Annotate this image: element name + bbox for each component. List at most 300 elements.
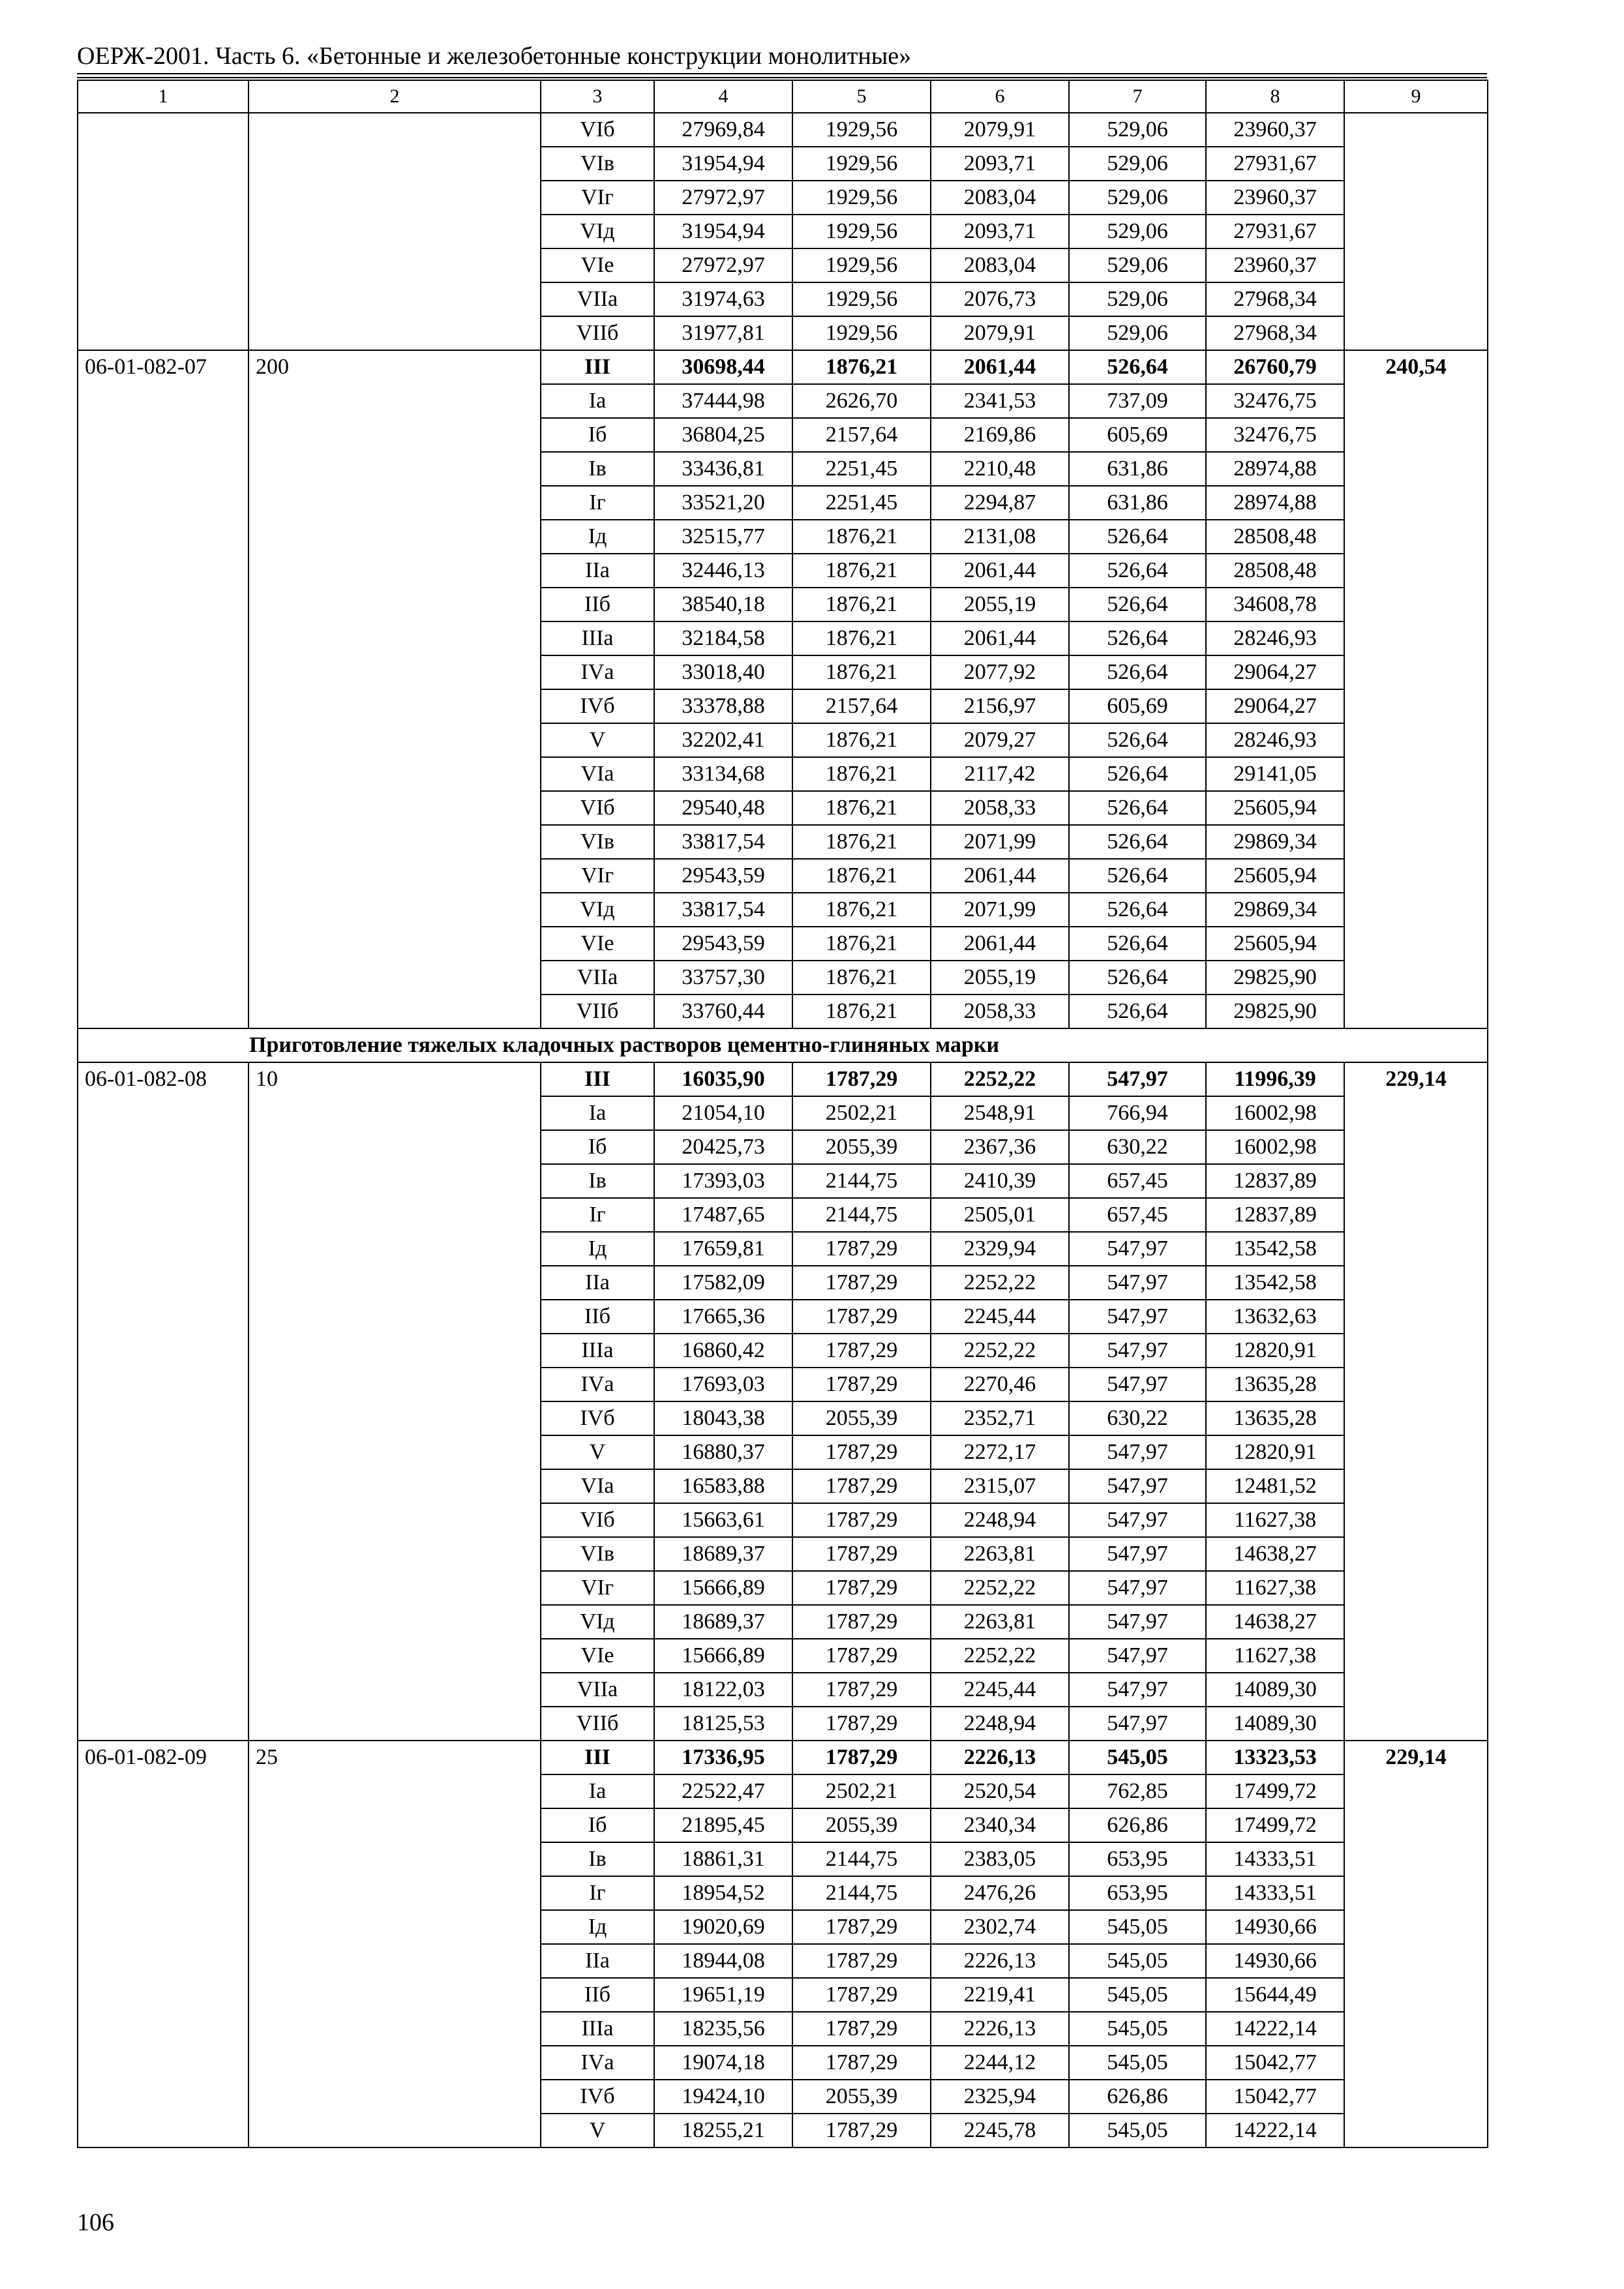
labor-cost-cell: 1876,21 (792, 961, 931, 995)
material-cost-cell: 23960,37 (1206, 181, 1344, 215)
machine-cost-cell: 2383,05 (931, 1842, 1069, 1876)
material-cost-cell: 11996,39 (1206, 1062, 1344, 1096)
machine-labor-cell: 526,64 (1069, 757, 1206, 791)
direct-cost-cell: 17582,09 (654, 1266, 792, 1300)
column-number: 2 (248, 80, 541, 113)
direct-cost-cell: 16035,90 (654, 1062, 792, 1096)
zone-cell: V (541, 723, 654, 757)
machine-labor-cell: 526,64 (1069, 995, 1206, 1028)
labor-cost-cell: 1876,21 (792, 859, 931, 893)
machine-labor-cell: 545,05 (1069, 1910, 1206, 1944)
material-cost-cell: 12837,89 (1206, 1164, 1344, 1198)
material-cost-cell: 25605,94 (1206, 859, 1344, 893)
material-cost-cell: 15644,49 (1206, 1978, 1344, 2012)
machine-cost-cell: 2083,04 (931, 248, 1069, 282)
labor-cost-cell: 2055,39 (792, 1808, 931, 1842)
machine-labor-cell: 605,69 (1069, 418, 1206, 452)
table-row (78, 350, 1488, 384)
zone-cell: VIIа (541, 1673, 654, 1707)
machine-labor-cell: 605,69 (1069, 689, 1206, 723)
direct-cost-cell: 31954,94 (654, 147, 792, 181)
zone-cell: IVа (541, 1368, 654, 1401)
machine-labor-cell: 631,86 (1069, 486, 1206, 520)
labor-cost-cell: 1876,21 (792, 655, 931, 689)
machine-cost-cell: 2252,22 (931, 1266, 1069, 1300)
machine-cost-cell: 2272,17 (931, 1435, 1069, 1469)
direct-cost-cell: 18689,37 (654, 1537, 792, 1571)
material-cost-cell: 29869,34 (1206, 825, 1344, 859)
machine-cost-cell: 2245,44 (931, 1673, 1069, 1707)
material-cost-cell: 28508,48 (1206, 554, 1344, 588)
direct-cost-cell: 32202,41 (654, 723, 792, 757)
labor-cost-cell: 1876,21 (792, 927, 931, 961)
zone-cell: VIг (541, 859, 654, 893)
machine-labor-cell: 529,06 (1069, 316, 1206, 350)
labor-cost-cell: 1929,56 (792, 215, 931, 248)
zone-cell: IVа (541, 2046, 654, 2080)
material-cost-cell: 28246,93 (1206, 723, 1344, 757)
labor-cost-cell: 1929,56 (792, 147, 931, 181)
machine-cost-cell: 2083,04 (931, 181, 1069, 215)
labor-cost-cell: 1929,56 (792, 316, 931, 350)
zone-cell: Iг (541, 486, 654, 520)
machine-labor-cell: 547,97 (1069, 1435, 1206, 1469)
direct-cost-cell: 32446,13 (654, 554, 792, 588)
section-title: Приготовление тяжелых кладочных растворов цементно-глиняных марки (78, 1028, 1488, 1062)
machine-labor-cell: 547,97 (1069, 1300, 1206, 1334)
zone-cell: IIа (541, 1266, 654, 1300)
machine-labor-cell: 547,97 (1069, 1571, 1206, 1605)
table-row (78, 1741, 1488, 1774)
zone-cell: VIе (541, 927, 654, 961)
machine-labor-cell: 547,97 (1069, 1266, 1206, 1300)
machine-cost-cell: 2252,22 (931, 1639, 1069, 1673)
machine-labor-cell: 547,97 (1069, 1469, 1206, 1503)
direct-cost-cell: 33521,20 (654, 486, 792, 520)
zone-cell: VIд (541, 1605, 654, 1639)
zone-cell: IIа (541, 1944, 654, 1978)
column-number: 6 (931, 80, 1069, 113)
material-cost-cell: 14333,51 (1206, 1876, 1344, 1910)
direct-cost-cell: 29543,59 (654, 927, 792, 961)
zone-cell: Iв (541, 1842, 654, 1876)
labor-cost-cell: 1876,21 (792, 588, 931, 621)
labor-cost-cell: 1787,29 (792, 1944, 931, 1978)
labor-cost-cell: 1787,29 (792, 1266, 931, 1300)
direct-cost-cell: 18861,31 (654, 1842, 792, 1876)
direct-cost-cell: 33436,81 (654, 452, 792, 486)
direct-cost-cell: 21054,10 (654, 1096, 792, 1130)
machine-labor-cell: 526,64 (1069, 655, 1206, 689)
machine-labor-cell: 547,97 (1069, 1232, 1206, 1266)
direct-cost-cell: 33018,40 (654, 655, 792, 689)
direct-cost-cell: 33760,44 (654, 995, 792, 1028)
labor-cost-cell: 1787,29 (792, 2046, 931, 2080)
zone-cell: V (541, 1435, 654, 1469)
zone-cell: IIа (541, 554, 654, 588)
direct-cost-cell: 31974,63 (654, 282, 792, 316)
material-cost-cell: 23960,37 (1206, 248, 1344, 282)
machine-cost-cell: 2061,44 (931, 350, 1069, 384)
zone-cell: Iв (541, 452, 654, 486)
labor-cost-cell: 1787,29 (792, 2012, 931, 2046)
labor-cost-cell: 2502,21 (792, 1096, 931, 1130)
material-cost-cell: 12481,52 (1206, 1469, 1344, 1503)
zone-cell: IVб (541, 2080, 654, 2114)
zone-cell: IIб (541, 1978, 654, 2012)
material-cost-cell: 29869,34 (1206, 893, 1344, 927)
direct-cost-cell: 18125,53 (654, 1707, 792, 1741)
zone-cell: IIб (541, 1300, 654, 1334)
material-cost-cell: 14089,30 (1206, 1707, 1344, 1741)
zone-cell: Iд (541, 1232, 654, 1266)
machine-cost-cell: 2248,94 (931, 1503, 1069, 1537)
direct-cost-cell: 33757,30 (654, 961, 792, 995)
machine-cost-cell: 2156,97 (931, 689, 1069, 723)
zone-cell: VIIа (541, 282, 654, 316)
material-cost-cell: 13635,28 (1206, 1401, 1344, 1435)
direct-cost-cell: 31977,81 (654, 316, 792, 350)
material-cost-cell: 28246,93 (1206, 621, 1344, 655)
zone-cell: VIв (541, 825, 654, 859)
direct-cost-cell: 29540,48 (654, 791, 792, 825)
grade-cell (248, 113, 541, 350)
material-cost-cell: 27968,34 (1206, 316, 1344, 350)
labor-cost-cell: 2055,39 (792, 2080, 931, 2114)
machine-labor-cell: 547,97 (1069, 1639, 1206, 1673)
labor-cost-cell: 2144,75 (792, 1842, 931, 1876)
machine-labor-cell: 526,64 (1069, 893, 1206, 927)
zone-cell: VIд (541, 215, 654, 248)
labor-cost-cell: 2626,70 (792, 384, 931, 418)
direct-cost-cell: 27972,97 (654, 248, 792, 282)
machine-labor-cell: 630,22 (1069, 1130, 1206, 1164)
machine-cost-cell: 2055,19 (931, 588, 1069, 621)
machine-cost-cell: 2367,36 (931, 1130, 1069, 1164)
labor-cost-cell: 1787,29 (792, 1639, 931, 1673)
direct-cost-cell: 17336,95 (654, 1741, 792, 1774)
labor-cost-cell: 1787,29 (792, 1435, 931, 1469)
material-cost-cell: 29141,05 (1206, 757, 1344, 791)
machine-cost-cell: 2226,13 (931, 1944, 1069, 1978)
labor-cost-cell: 1787,29 (792, 1300, 931, 1334)
machine-labor-cell: 526,64 (1069, 825, 1206, 859)
material-cost-cell: 26760,79 (1206, 350, 1344, 384)
material-cost-cell: 28974,88 (1206, 452, 1344, 486)
material-cost-cell: 11627,38 (1206, 1571, 1344, 1605)
machine-labor-cell: 547,97 (1069, 1537, 1206, 1571)
machine-cost-cell: 2329,94 (931, 1232, 1069, 1266)
machine-cost-cell: 2226,13 (931, 2012, 1069, 2046)
labor-cost-cell: 1929,56 (792, 181, 931, 215)
direct-cost-cell: 16860,42 (654, 1334, 792, 1368)
direct-cost-cell: 18235,56 (654, 2012, 792, 2046)
grade-cell: 25 (248, 1741, 541, 2147)
direct-cost-cell: 17659,81 (654, 1232, 792, 1266)
direct-cost-cell: 21895,45 (654, 1808, 792, 1842)
zone-cell: III (541, 1062, 654, 1096)
direct-cost-cell: 18954,52 (654, 1876, 792, 1910)
zone-cell: VIб (541, 791, 654, 825)
direct-cost-cell: 30698,44 (654, 350, 792, 384)
zone-cell: Iб (541, 1130, 654, 1164)
zone-cell: VIв (541, 1537, 654, 1571)
direct-cost-cell: 33378,88 (654, 689, 792, 723)
direct-cost-cell: 16880,37 (654, 1435, 792, 1469)
zone-cell: Iа (541, 384, 654, 418)
labor-cost-cell: 1876,21 (792, 350, 931, 384)
machine-labor-cell: 526,64 (1069, 350, 1206, 384)
labor-cost-cell: 1876,21 (792, 893, 931, 927)
labor-cost-cell: 1929,56 (792, 113, 931, 147)
material-cost-cell: 12820,91 (1206, 1435, 1344, 1469)
material-cost-cell: 28974,88 (1206, 486, 1344, 520)
machine-cost-cell: 2520,54 (931, 1774, 1069, 1808)
machine-cost-cell: 2117,42 (931, 757, 1069, 791)
column-number: 4 (654, 80, 792, 113)
machine-labor-cell: 547,97 (1069, 1503, 1206, 1537)
machine-cost-cell: 2245,78 (931, 2114, 1069, 2147)
machine-labor-cell: 529,06 (1069, 282, 1206, 316)
grade-cell: 200 (248, 350, 541, 1028)
labor-cost-cell: 1787,29 (792, 1232, 931, 1266)
page-number: 106 (77, 2209, 114, 2236)
material-cost-cell: 29064,27 (1206, 689, 1344, 723)
machine-labor-cell: 545,05 (1069, 1741, 1206, 1774)
labor-cost-cell: 2144,75 (792, 1164, 931, 1198)
direct-cost-cell: 33817,54 (654, 893, 792, 927)
machine-labor-cell: 657,45 (1069, 1164, 1206, 1198)
labor-cost-cell: 2251,45 (792, 452, 931, 486)
code-cell: 06-01-082-07 (78, 350, 248, 1028)
machine-cost-cell: 2061,44 (931, 859, 1069, 893)
zone-cell: VIг (541, 181, 654, 215)
machine-cost-cell: 2071,99 (931, 825, 1069, 859)
direct-cost-cell: 17393,03 (654, 1164, 792, 1198)
zone-cell: VIIб (541, 1707, 654, 1741)
direct-cost-cell: 18043,38 (654, 1401, 792, 1435)
machine-cost-cell: 2244,12 (931, 2046, 1069, 2080)
machine-cost-cell: 2340,34 (931, 1808, 1069, 1842)
material-cost-cell: 14930,66 (1206, 1944, 1344, 1978)
material-cost-cell: 14222,14 (1206, 2012, 1344, 2046)
labor-cost-cell: 2055,39 (792, 1130, 931, 1164)
material-cost-cell: 13632,63 (1206, 1300, 1344, 1334)
labor-cost-cell: 1787,29 (792, 2114, 931, 2147)
material-cost-cell: 34608,78 (1206, 588, 1344, 621)
direct-cost-cell: 19424,10 (654, 2080, 792, 2114)
machine-cost-cell: 2302,74 (931, 1910, 1069, 1944)
machine-cost-cell: 2079,91 (931, 113, 1069, 147)
machine-labor-cell: 737,09 (1069, 384, 1206, 418)
direct-cost-cell: 27972,97 (654, 181, 792, 215)
zone-cell: IIб (541, 588, 654, 621)
machine-labor-cell: 547,97 (1069, 1605, 1206, 1639)
direct-cost-cell: 15663,61 (654, 1503, 792, 1537)
labor-cost-cell: 1787,29 (792, 1673, 931, 1707)
zone-cell: Iд (541, 1910, 654, 1944)
zone-cell: IIIа (541, 1334, 654, 1368)
labor-cost-cell: 1787,29 (792, 1707, 931, 1741)
price-table (77, 80, 1488, 2148)
section-row (78, 1028, 1488, 1062)
rate-cell: 229,14 (1344, 1741, 1488, 2147)
material-cost-cell: 23960,37 (1206, 113, 1344, 147)
machine-cost-cell: 2263,81 (931, 1605, 1069, 1639)
machine-labor-cell: 526,64 (1069, 859, 1206, 893)
machine-cost-cell: 2245,44 (931, 1300, 1069, 1334)
material-cost-cell: 14638,27 (1206, 1537, 1344, 1571)
machine-labor-cell: 762,85 (1069, 1774, 1206, 1808)
material-cost-cell: 14089,30 (1206, 1673, 1344, 1707)
machine-labor-cell: 529,06 (1069, 248, 1206, 282)
labor-cost-cell: 1787,29 (792, 1062, 931, 1096)
material-cost-cell: 17499,72 (1206, 1774, 1344, 1808)
zone-cell: Iг (541, 1198, 654, 1232)
material-cost-cell: 29825,90 (1206, 961, 1344, 995)
labor-cost-cell: 2144,75 (792, 1198, 931, 1232)
grade-cell: 10 (248, 1062, 541, 1741)
material-cost-cell: 13323,53 (1206, 1741, 1344, 1774)
machine-cost-cell: 2270,46 (931, 1368, 1069, 1401)
labor-cost-cell: 1876,21 (792, 621, 931, 655)
code-cell (78, 113, 248, 350)
zone-cell: IVб (541, 689, 654, 723)
header-rule (77, 73, 1487, 78)
machine-cost-cell: 2476,26 (931, 1876, 1069, 1910)
machine-cost-cell: 2252,22 (931, 1062, 1069, 1096)
zone-cell: V (541, 2114, 654, 2147)
machine-cost-cell: 2341,53 (931, 384, 1069, 418)
machine-cost-cell: 2410,39 (931, 1164, 1069, 1198)
zone-cell: Iд (541, 520, 654, 554)
machine-cost-cell: 2071,99 (931, 893, 1069, 927)
machine-labor-cell: 526,64 (1069, 723, 1206, 757)
machine-labor-cell: 545,05 (1069, 2046, 1206, 2080)
material-cost-cell: 25605,94 (1206, 927, 1344, 961)
material-cost-cell: 28508,48 (1206, 520, 1344, 554)
material-cost-cell: 27931,67 (1206, 147, 1344, 181)
machine-cost-cell: 2263,81 (931, 1537, 1069, 1571)
zone-cell: VIе (541, 248, 654, 282)
direct-cost-cell: 16583,88 (654, 1469, 792, 1503)
material-cost-cell: 14930,66 (1206, 1910, 1344, 1944)
direct-cost-cell: 32184,58 (654, 621, 792, 655)
material-cost-cell: 32476,75 (1206, 384, 1344, 418)
column-number: 1 (78, 80, 248, 113)
column-number: 3 (541, 80, 654, 113)
zone-cell: Iб (541, 1808, 654, 1842)
zone-cell: IIIа (541, 621, 654, 655)
zone-cell: VIе (541, 1639, 654, 1673)
machine-labor-cell: 545,05 (1069, 2012, 1206, 2046)
direct-cost-cell: 36804,25 (654, 418, 792, 452)
material-cost-cell: 16002,98 (1206, 1096, 1344, 1130)
machine-labor-cell: 547,97 (1069, 1707, 1206, 1741)
machine-labor-cell: 547,97 (1069, 1673, 1206, 1707)
column-number-row (78, 80, 1488, 113)
machine-labor-cell: 526,64 (1069, 961, 1206, 995)
rate-cell: 240,54 (1344, 350, 1488, 1028)
machine-labor-cell: 529,06 (1069, 113, 1206, 147)
machine-labor-cell: 526,64 (1069, 588, 1206, 621)
material-cost-cell: 12837,89 (1206, 1198, 1344, 1232)
material-cost-cell: 14333,51 (1206, 1842, 1344, 1876)
machine-labor-cell: 657,45 (1069, 1198, 1206, 1232)
labor-cost-cell: 2157,64 (792, 689, 931, 723)
code-cell: 06-01-082-09 (78, 1741, 248, 2147)
machine-labor-cell: 766,94 (1069, 1096, 1206, 1130)
zone-cell: IIIа (541, 2012, 654, 2046)
direct-cost-cell: 15666,89 (654, 1639, 792, 1673)
machine-labor-cell: 653,95 (1069, 1842, 1206, 1876)
labor-cost-cell: 1787,29 (792, 1368, 931, 1401)
machine-labor-cell: 526,64 (1069, 621, 1206, 655)
column-number: 7 (1069, 80, 1206, 113)
machine-labor-cell: 529,06 (1069, 147, 1206, 181)
machine-cost-cell: 2093,71 (931, 147, 1069, 181)
machine-cost-cell: 2093,71 (931, 215, 1069, 248)
zone-cell: III (541, 1741, 654, 1774)
material-cost-cell: 25605,94 (1206, 791, 1344, 825)
material-cost-cell: 14638,27 (1206, 1605, 1344, 1639)
machine-labor-cell: 529,06 (1069, 181, 1206, 215)
direct-cost-cell: 37444,98 (654, 384, 792, 418)
labor-cost-cell: 1929,56 (792, 282, 931, 316)
machine-labor-cell: 547,97 (1069, 1062, 1206, 1096)
material-cost-cell: 15042,77 (1206, 2080, 1344, 2114)
direct-cost-cell: 18122,03 (654, 1673, 792, 1707)
machine-cost-cell: 2169,86 (931, 418, 1069, 452)
material-cost-cell: 11627,38 (1206, 1503, 1344, 1537)
machine-labor-cell: 526,64 (1069, 520, 1206, 554)
zone-cell: Iа (541, 1096, 654, 1130)
direct-cost-cell: 17693,03 (654, 1368, 792, 1401)
zone-cell: VIд (541, 893, 654, 927)
machine-cost-cell: 2131,08 (931, 520, 1069, 554)
labor-cost-cell: 1876,21 (792, 995, 931, 1028)
machine-labor-cell: 545,05 (1069, 1944, 1206, 1978)
column-number: 5 (792, 80, 931, 113)
labor-cost-cell: 1787,29 (792, 1741, 931, 1774)
zone-cell: Iб (541, 418, 654, 452)
machine-cost-cell: 2505,01 (931, 1198, 1069, 1232)
material-cost-cell: 11627,38 (1206, 1639, 1344, 1673)
material-cost-cell: 13542,58 (1206, 1232, 1344, 1266)
direct-cost-cell: 33134,68 (654, 757, 792, 791)
machine-cost-cell: 2219,41 (931, 1978, 1069, 2012)
direct-cost-cell: 15666,89 (654, 1571, 792, 1605)
machine-labor-cell: 526,64 (1069, 791, 1206, 825)
machine-labor-cell: 630,22 (1069, 1401, 1206, 1435)
machine-labor-cell: 545,05 (1069, 2114, 1206, 2147)
page-header: ОЕРЖ-2001. Часть 6. «Бетонные и железобетонные конструкции монолитные» (77, 42, 912, 70)
machine-cost-cell: 2079,27 (931, 723, 1069, 757)
zone-cell: III (541, 350, 654, 384)
direct-cost-cell: 19651,19 (654, 1978, 792, 2012)
machine-cost-cell: 2210,48 (931, 452, 1069, 486)
labor-cost-cell: 2055,39 (792, 1401, 931, 1435)
code-cell: 06-01-082-08 (78, 1062, 248, 1741)
labor-cost-cell: 1876,21 (792, 791, 931, 825)
machine-cost-cell: 2058,33 (931, 791, 1069, 825)
zone-cell: VIIб (541, 995, 654, 1028)
machine-cost-cell: 2076,73 (931, 282, 1069, 316)
direct-cost-cell: 27969,84 (654, 113, 792, 147)
zone-cell: Iг (541, 1876, 654, 1910)
labor-cost-cell: 1876,21 (792, 723, 931, 757)
zone-cell: Iв (541, 1164, 654, 1198)
